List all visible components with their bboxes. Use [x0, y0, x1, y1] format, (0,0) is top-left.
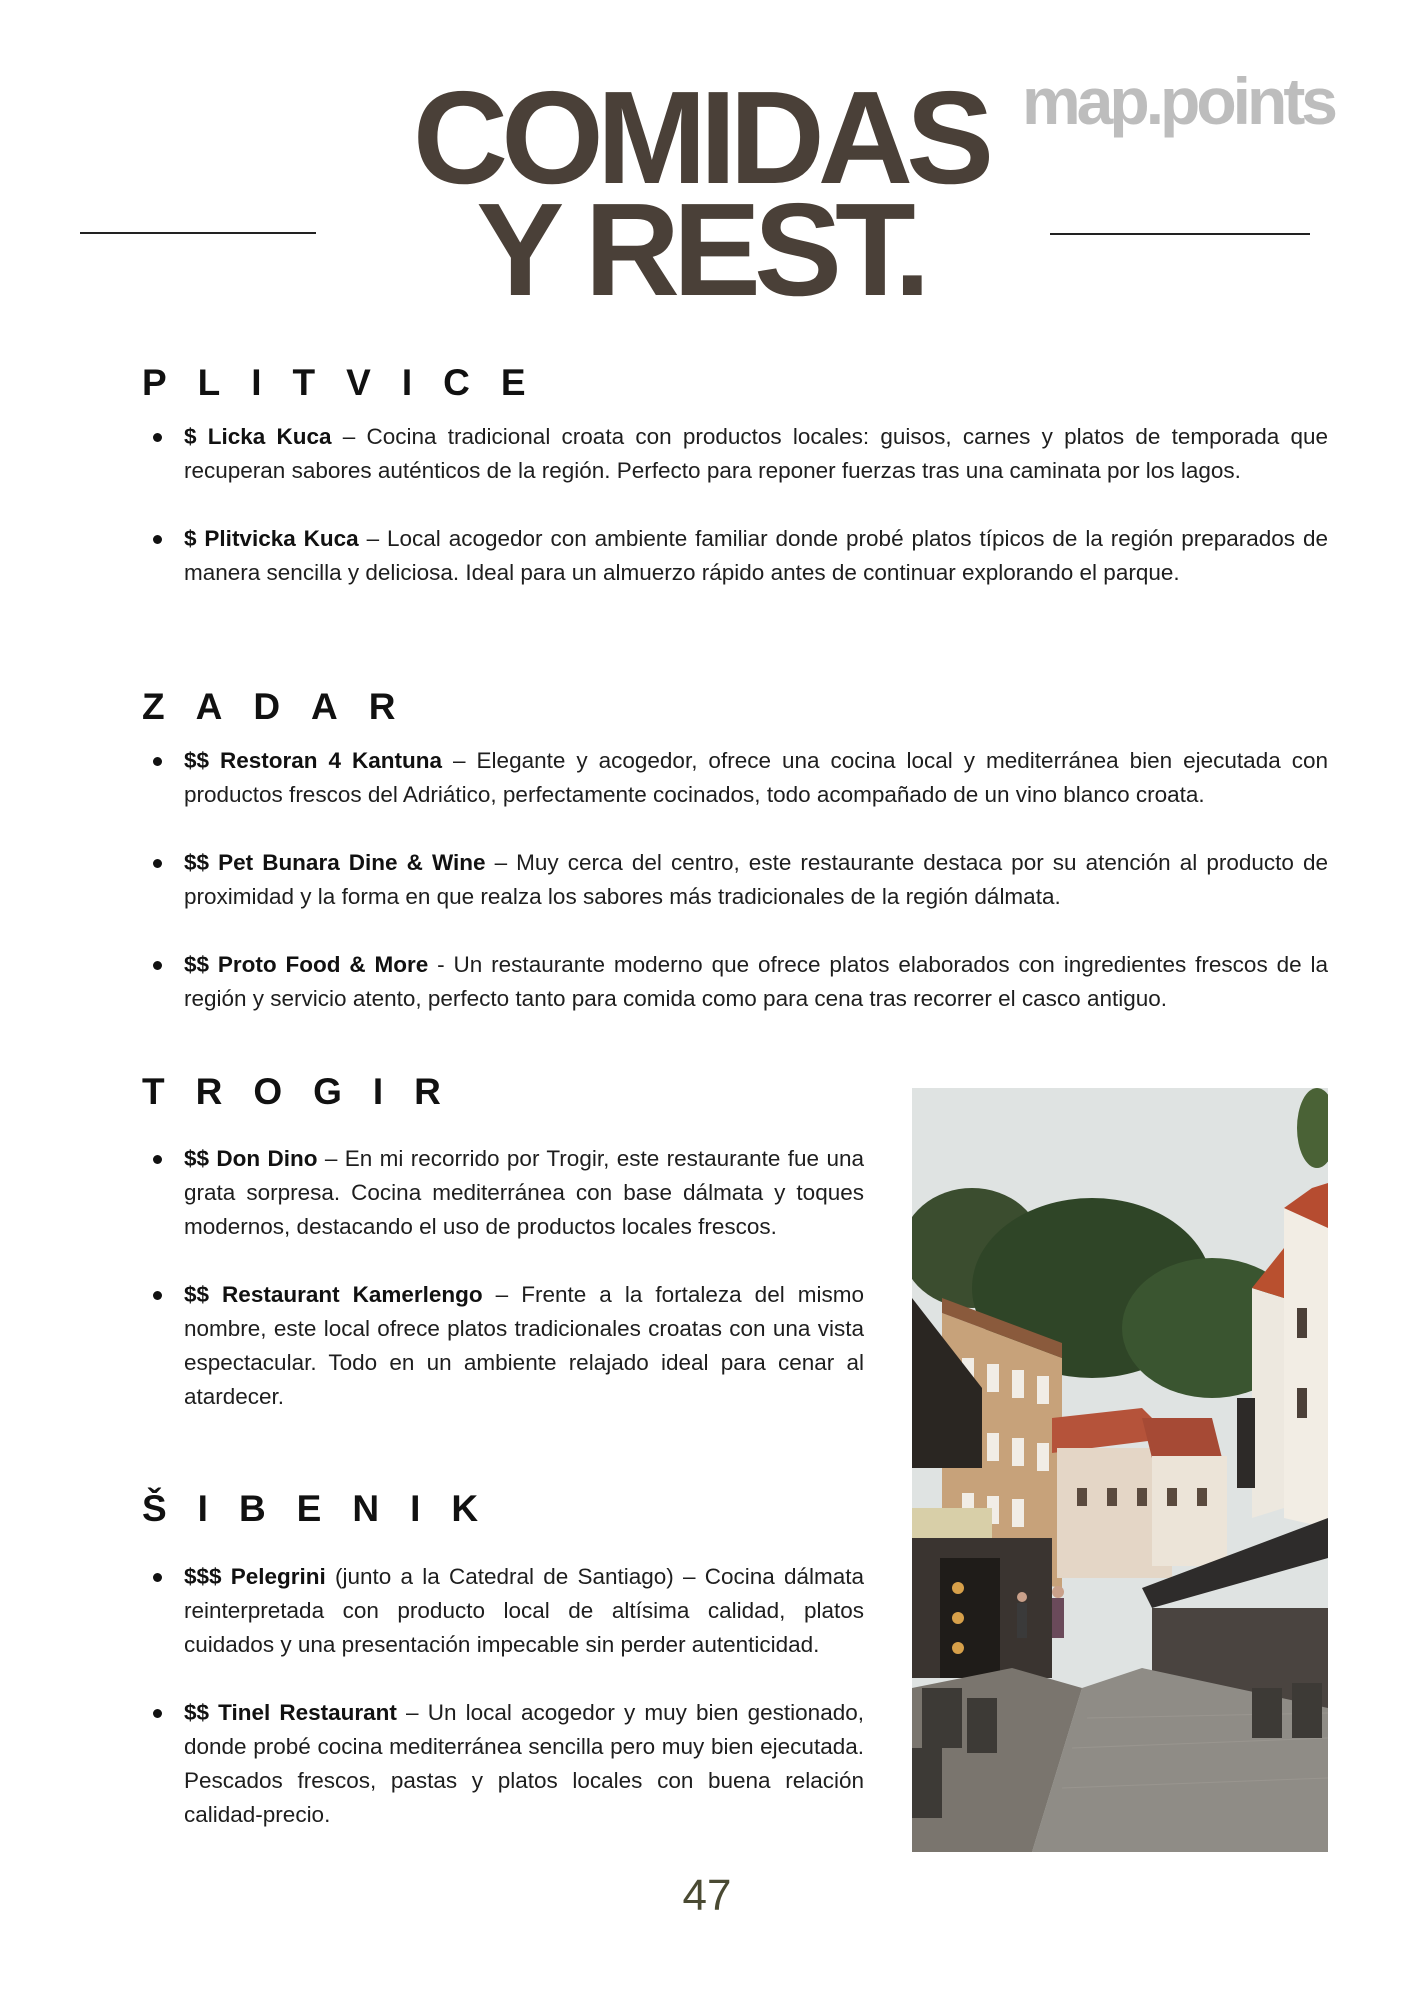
page-title: [300, 64, 1100, 323]
brand-logo: map.points: [1022, 64, 1335, 138]
restaurant-description: - Un restaurante moderno que ofrece platos elaborados con ingredientes frescos de la región y servicio atento, perfecto tanto para comida como para cena tras recorrer el casco antiguo.: [184, 952, 1328, 1011]
title-divider-left: [80, 232, 316, 234]
sibenik-list: [142, 1560, 864, 1866]
restaurant-name: $$ Don Dino: [184, 1146, 318, 1171]
restaurant-description: – Cocina tradicional croata con productos locales: guisos, carnes y platos de temporada que recuperan sabores auténticos de la región. Perfecto para reponer fuerzas tras una caminata por los lagos.: [184, 424, 1328, 483]
restaurant-name: $$$ Pelegrini: [184, 1564, 326, 1589]
restaurant-name: $$ Restaurant Kamerlengo: [184, 1282, 483, 1307]
section-title-plitvice: PLITVICE: [142, 362, 557, 403]
restaurant-description: – Muy cerca del centro, este restaurante destaca por su atención al producto de proximidad y la forma en que realza los sabores más tradicionales de la región dálmata.: [184, 850, 1329, 909]
restaurant-name: $ Plitvicka Kuca: [184, 526, 359, 551]
list-item: [142, 1278, 864, 1414]
section-title-zadar: ZADAR: [142, 686, 427, 727]
restaurant-description: – Frente a la fortaleza del mismo nombre, este local ofrece platos tradicionales croatas con una vista espectacular. Todo en un ambiente relajado ideal para cenar al atardecer.: [184, 1282, 864, 1409]
restaurant-description: – Elegante y acogedor, ofrece una cocina local y mediterránea bien ejecutada con productos frescos del Adriático, perfectamente cocinados, todo acompañado de un vino blanco croata.: [184, 748, 1328, 807]
restaurant-name: $$ Tinel Restaurant: [184, 1700, 397, 1725]
restaurant-name: $$ Pet Bunara Dine & Wine: [184, 850, 486, 875]
street-photo: [912, 1088, 1328, 1852]
restaurant-name: $$ Proto Food & More: [184, 952, 429, 977]
section-title-trogir: TROGIR: [142, 1071, 472, 1112]
restaurant-description: (junto a la Catedral de Santiago) – Cocina dálmata reinterpretada con producto local de altísima calidad, platos cuidados y una presentación impecable sin perder autenticidad.: [184, 1564, 865, 1657]
trogir-list: [142, 1142, 864, 1448]
title-line-1: COMIDAS: [412, 64, 988, 211]
section-title-sibenik: ŠIBENIK: [142, 1488, 510, 1529]
list-item: [142, 1142, 864, 1244]
list-item: [142, 1696, 864, 1832]
plitvice-list: [142, 420, 1328, 624]
title-line-2: Y REST.: [476, 176, 924, 323]
restaurant-description: – En mi recorrido por Trogir, este restaurante fue una grata sorpresa. Cocina mediterránea con base dálmata y toques modernos, destacando el uso de productos locales frescos.: [184, 1146, 864, 1239]
page-number: 47: [682, 1871, 732, 1920]
title-divider-right: [1050, 233, 1310, 235]
list-item: [142, 522, 1328, 590]
restaurant-description: – Local acogedor con ambiente familiar donde probé platos típicos de la región preparados de manera sencilla y deliciosa. Ideal para un almuerzo rápido antes de continuar explorando el parque.: [184, 526, 1328, 585]
list-item: [142, 1560, 864, 1662]
list-item: [142, 744, 1328, 812]
restaurant-name: $ Licka Kuca: [184, 424, 332, 449]
restaurant-description: – Un local acogedor y muy bien gestionado, donde probé cocina mediterránea sencilla pero muy bien ejecutada. Pescados frescos, pastas y platos locales con buena relación calidad-precio.: [184, 1700, 864, 1827]
restaurant-name: $$ Restoran 4 Kantuna: [184, 748, 443, 773]
list-item: [142, 948, 1328, 1016]
list-item: [142, 420, 1328, 488]
list-item: [142, 846, 1328, 914]
zadar-list: [142, 744, 1328, 1050]
